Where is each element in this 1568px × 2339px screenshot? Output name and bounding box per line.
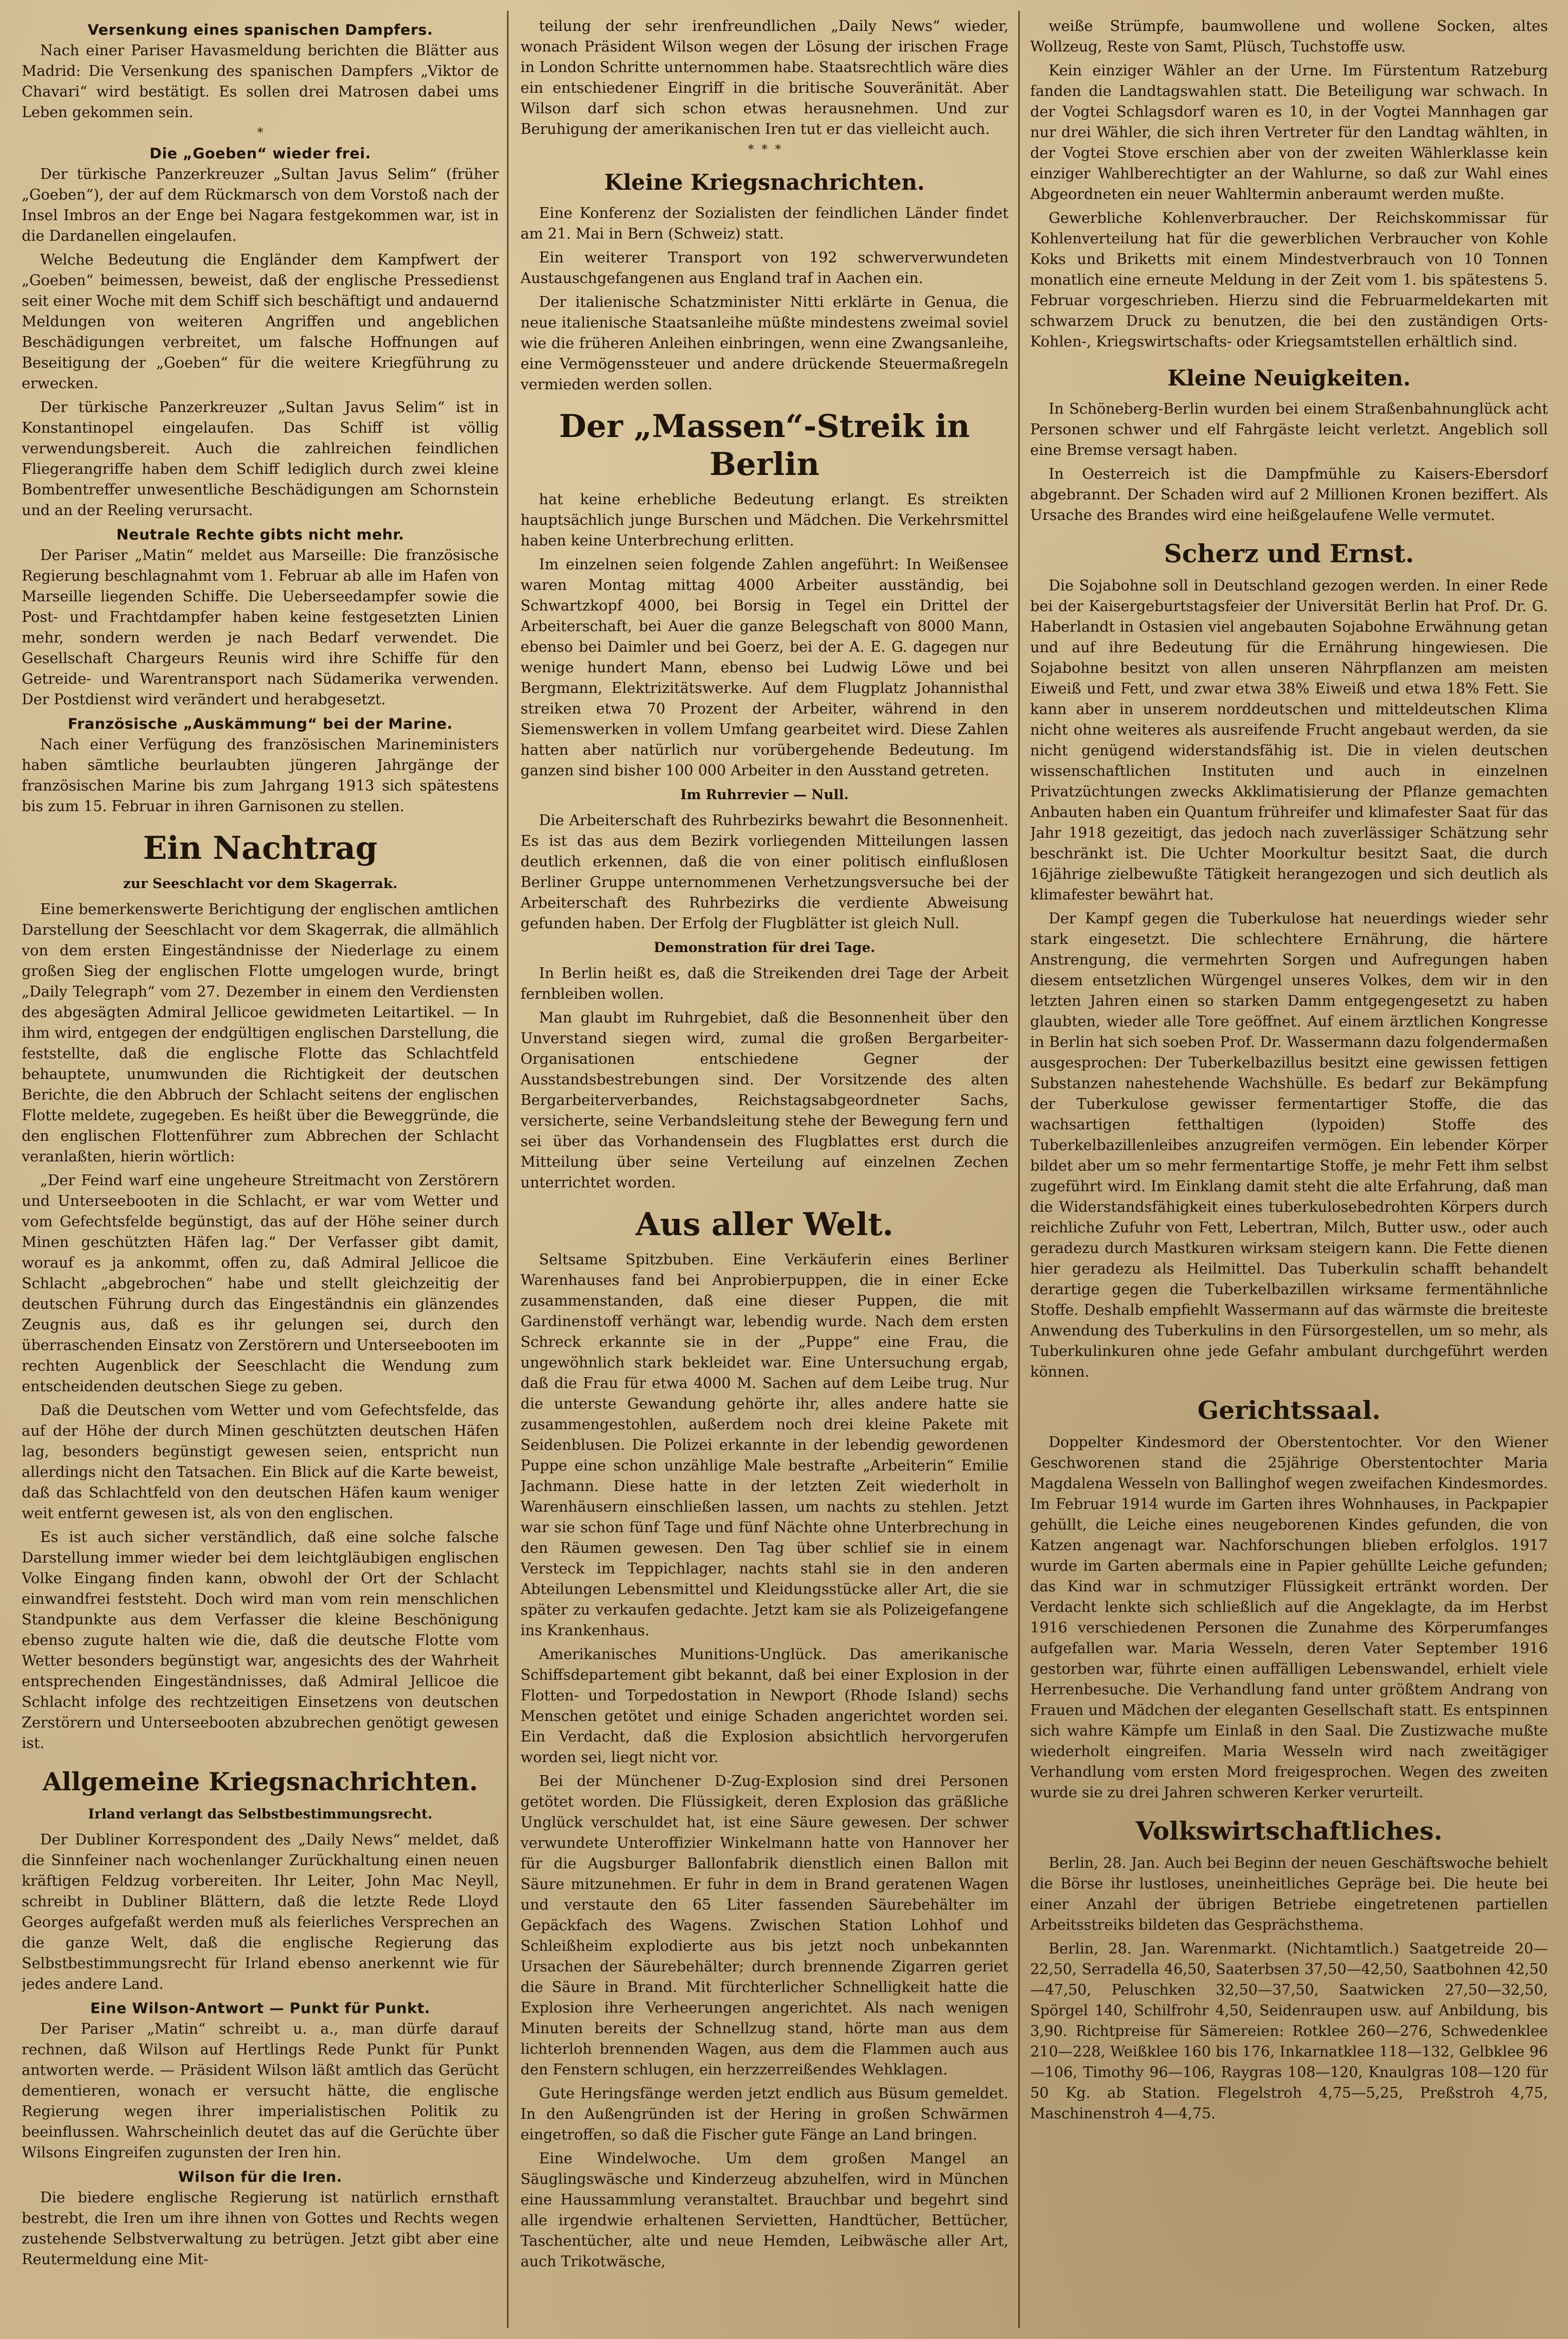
section-title: Aus aller Welt.	[635, 1206, 894, 1243]
subtitle: Im Ruhrrevier — Null.	[680, 787, 849, 802]
paragraph: Kein einziger Wähler an der Urne. Im Fürstentum Ratzeburg fanden die Landtagswahlen statt. Die Beteiligung war schwach. In der Vogtei Schlagsdorf waren es 10, in der Vogtei Mannhagen gar nur drei Wähler, die sich ihren Vertreter für den Landtag wählten, in der Vogtei Stove erschien aber von der zweiten Wählerklasse kein einziger Wahlberechtigter an der Wahlurne, so daß zur Wahl eines Abgeordneten ein neuer Wahltermin anberaumt werden mußte.	[1030, 62, 1548, 203]
column-3	[1030, 16, 1548, 2328]
paragraph: Eine Windelwoche. Um dem großen Mangel an Säuglingswäsche und Kinderzeug abzuhelfen, wird in München eine Haussammlung veranstaltet. Brauchbar und begehrt sind alle irgendwie erhaltenen Servietten, Handtücher, Bettücher, Taschentücher, alte und neue Hemden, Leibwäsche aller Art, auch Trikotwäsche,	[520, 2150, 1008, 2270]
subtitle: Demonstration für drei Tage.	[653, 940, 876, 955]
paragraph: Bei der Münchener D-Zug-Explosion sind drei Personen getötet worden. Die Flüssigkeit, deren Explosion das gräßliche Unglück verschuldet hat, ist eine Säure gewesen. Der schwer verwundete Unteroffizier Winkelmann hatte von Hannover her für die Augsburger Ballonfabrik dienstlich einen Ballon mit Säure mitzunehmen. Er fuhr in dem in Brand geratenen Wagen und verstaute den 65 Liter fassenden Säurebehälter im Gepäckfach des Wagens. Zwischen Station Lohhof und Schleißheim explodierte aus bis jetzt noch unbekannten Ursachen der Säurebehälter; durch brennende Zigarren geriet die Säure in Brand. Mit fürchterlicher Schnelligkeit hatte die Explosion ihre Verheerungen angerichtet. Als nach wenigen Minuten bereits der Schnellzug stand, hörte man aus dem lichterloh brennenden Wagen, aus dem die Flammen auch aus den Fenstern schlugen, ein herzzerreißendes Wehklagen.	[520, 1773, 1008, 2078]
paragraph: Welche Bedeutung die Engländer dem Kampfwert der „Goeben“ beimessen, beweist, daß der englische Pressedienst seit einer Woche mit dem Schiff sich beschäftigt und andauernd Meldungen von weiteren Angriffen und angeblichen Beschädigungen verbreitet, um falsche Hoffnungen auf Beseitigung der „Goeben“ für die weitere Kriegführung zu erwecken.	[22, 252, 499, 392]
paragraph: Der türkische Panzerkreuzer „Sultan Javus Selim“ (früher „Goeben“), der auf dem Rückmarsch von dem Vorstoß nach der Insel Imbros an der Enge bei Nagara festgekommen war, ist in die Dardanellen eingelaufen.	[22, 166, 499, 245]
section-title: Allgemeine Kriegsnachrichten.	[42, 1767, 478, 1796]
column-rule	[1018, 11, 1020, 2328]
subtitle: zur Seeschlacht vor dem Skagerrak.	[123, 876, 398, 891]
headline: Versenkung eines spanischen Dampfers.	[87, 22, 433, 38]
paragraph: Die Arbeiterschaft des Ruhrbezirks bewahrt die Besonnenheit. Es ist das aus dem Bezirk vorliegenden Mitteilungen lassen deutlich erkennen, daß die von einer politisch einflußlosen Berliner Gruppe unternommenen Verhetzungsversuche bei der Arbeiterschaft des Ruhrbezirks die verdiente Abweisung gefunden haben. Der Erfolg der Flugblätter ist gleich Null.	[520, 812, 1008, 932]
subtitle: Irland verlangt das Selbstbestimmungsrecht.	[88, 1806, 433, 1822]
paragraph: In Berlin heißt es, daß die Streikenden drei Tage der Arbeit fernbleiben wollen.	[520, 965, 1008, 1003]
paragraph: Die biedere englische Regierung ist natürlich ernsthaft bestrebt, die Iren um ihre ihnen von Gottes und Rechts wegen zustehende Selbstverwaltung zu betrügen. Jetzt gibt aber eine Reutermeldung eine Mit-	[22, 2189, 499, 2268]
separator: *	[257, 126, 264, 140]
section-title: Gerichtssaal.	[1197, 1396, 1381, 1425]
section-title: Scherz und Ernst.	[1164, 539, 1415, 568]
section-title: Kleine Neuigkeiten.	[1167, 365, 1411, 391]
paragraph: Die Sojabohne soll in Deutschland gezogen werden. In einer Rede bei der Kaisergeburtstagsfeier der Universität Berlin hat Prof. Dr. G. Haberlandt in Ostasien viel angebauten Sojabohne Erwähnung getan und auf ihre Bedeutung für die Ernährung hingewiesen. Die Sojabohne besitzt von allen unseren Nährpflanzen am meisten Eiweiß und Fett, und zwar etwa 38% Eiweiß und etwa 18% Fett. Sie kann aber in unserem norddeutschen und mitteldeutschen Klima nicht ohne weiteres als ausreifende Frucht angebaut werden, da sie nicht genügend widerstandsfähig ist. Die in vielen deutschen wissenschaftlichen Instituten und auch in einzelnen Privatzüchtungen zwecks Akklimatisierung der Pflanze gemachten Anbauten haben ein Quantum frühreifer und klimafester Saat für das Jahr 1918 gezeitigt, das jedoch nach zuverlässiger Schätzung sehr beschränkt ist. Die Uchter Moorkultur besitzt Saat, die durch 16jährige zielbewußte Tätigkeit herangezogen und sich deutlich als klimafester bewährt hat.	[1030, 577, 1548, 903]
paragraph: Der Kampf gegen die Tuberkulose hat neuerdings wieder sehr stark eingesetzt. Die schlechtere Ernährung, die härtere Anstrengung, die vermehrten Sorgen und Aufregungen haben diesem entsetzlichen Würgengel unseres Volkes, dem wir in den letzten Jahren einen so starken Damm entgegengesetzt zu haben glaubten, wieder alle Tore geöffnet. Auf einem ärztlichen Kongresse in Berlin hat sich soeben Prof. Dr. Wassermann dazu folgendermaßen ausgesprochen: Der Tuberkelbazillus besitzt eine gewissen fettigen Substanzen nahestehende Wachshülle. Es bedarf zur Bekämpfung der Tuberkulose gewisser fermentartiger Stoffe, die das wachsartigen fetthaltigen (lypoiden) Stoffe des Tuberkelbazillenleibes anzugreifen vermögen. Ein lebender Körper bildet aber um so mehr fermentartige Stoffe, je mehr Fett ihm selbst zugeführt wird. Im Einklang damit steht die alte Erfahrung, daß man die Widerstandsfähigkeit eines tuberkulosebedrohten Körpers durch reichliche Zufuhr von Fett, Lebertran, Milch, Butter usw., oder auch geradezu durch Mastkuren wirksam steigern kann. Die Fette dienen hier geradezu als Heilmittel. Das Tuberkulin schafft behandelt derartige gegen die Tuberkelbazillen wirksame fermentähnliche Stoffe. Deshalb empfiehlt Wassermann auf das wärmste die breiteste Anwendung des Tuberkulins in den Fürsorgestellen, um so mehr, als Tuberkulinkuren ohne jede Gefahr ambulant durchgeführt werden können.	[1030, 910, 1548, 1380]
paragraph: Berlin, 28. Jan. Auch bei Beginn der neuen Geschäftswoche behielt die Börse ihr lustloses, uneinheitliches Gepräge bei. Die heute bei einer Anzahl der übrigen Betriebe eingetretenen partiellen Arbeitsstreiks bildeten das Gesprächsthema.	[1030, 1855, 1548, 1933]
paragraph: Gute Heringsfänge werden jetzt endlich aus Büsum gemeldet. In den Außengründen ist der Hering in großen Schwärmen eingetroffen, so daß die Fischer gute Fänge an Land bringen.	[520, 2085, 1008, 2143]
paragraph: Daß die Deutschen vom Wetter und vom Gefechtsfelde, das auf der Höhe der durch Minen geschützten deutschen Häfen lag, besonders begünstigt gewesen seien, entspricht nun allerdings nicht den Tatsachen. Ein Blick auf die Karte beweist, daß das Schlachtfeld von den deutschen Häfen kaum weniger weit entfernt gewesen ist, als von den englischen.	[22, 1402, 499, 1522]
paragraph: Berlin, 28. Jan. Warenmarkt. (Nichtamtlich.) Saatgetreide 20—22,50, Serradella 46,50, Saaterbsen 37,50—42,50, Saatbohnen 42,50—47,50, Peluschken 32,50—37,50, Saatwicken 27,50—32,50, Spörgel 140, Schilfrohr 4,50, Seidenraupen usw. auf Anbildung, bis 3,90. Richtpreise für Sämereien: Rotklee 260—276, Schwedenklee 210—228, Weißklee 160 bis 176, Inkarnatklee 118—132, Gelbklee 96—106, Timothy 96—106, Raygras 108—120, Knaulgras 108—120 für 50 Kg. ab Station. Flegelstroh 4,75—5,25, Preßstroh 4,75, Maschinenstroh 4—4,75.	[1030, 1940, 1548, 2122]
paragraph: Amerikanisches Munitions-Unglück. Das amerikanische Schiffsdepartement gibt bekannt, daß bei einer Explosion in der Flotten- und Torpedostation in Newport (Rhode Island) sechs Menschen getötet und einige Schaden angerichtet worden sei. Ein Verdacht, daß die Explosion absichtlich hervorgerufen worden sei, liegt nicht vor.	[520, 1646, 1008, 1766]
section-title: Ein Nachtrag	[143, 830, 378, 866]
paragraph: Eine Konferenz der Sozialisten der feindlichen Länder findet am 21. Mai in Bern (Schweiz) statt.	[520, 205, 1008, 242]
paragraph: Der Pariser „Matin“ meldet aus Marseille: Die französische Regierung beschlagnahmt vom 1. Februar ab alle im Hafen von Marseille liegenden Schiffe. Die Ueberseedampfer sowie die Post- und Frachtdampfer haben keine festgesetzten Linien mehr, sondern werden je nach Bedarf verwendet. Die Gesellschaft Chargeurs Reunis wird ihre Schiffe für den Getreide- und Warentransport nach Südamerika verwenden. Der Postdienst wird verändert und herabgesetzt.	[22, 547, 499, 708]
separator: * * *	[748, 143, 781, 157]
column-2	[520, 16, 1008, 2328]
paragraph: Doppelter Kindesmord der Oberstentochter. Vor den Wiener Geschworenen stand die 25jährige Oberstentochter Maria Magdalena Wesseln von Ballinghof wegen zweifachen Kindesmordes. Im Februar 1914 wurde im Garten ihres Wohnhauses, in Packpapier gehüllt, die Leiche eines neugeborenen Kindes gefunden, die von Katzen angenagt war. Nachforschungen blieben erfolglos. 1917 wurde im Garten abermals eine in Papier gehüllte Leiche gefunden; das Kind war in schmutziger Flüssigkeit ertränkt worden. Der Verdacht lenkte sich schließlich auf die Angeklagte, da im Herbst 1916 verschiedenen Personen die Zunahme des Körperumfanges aufgefallen war. Maria Wesseln, deren Vater September 1916 gestorben war, führte einen auffälligen Lebenswandel, erhielt viele Herrenbesuche. Die Verhandlung fand unter größtem Andrang von Frauen und Mädchen der eleganten Gesellschaft statt. Es entspinnen sich wahre Kämpfe um Einlaß in den Saal. Die Zustizwache mußte wiederholt eingreifen. Maria Wesseln wird nach zweitägiger Verhandlung vom ersten Mord freigesprochen. Wegen des zweiten wurde sie zu drei Jahren schweren Kerker verurteilt.	[1030, 1434, 1548, 1801]
paragraph: Ein weiterer Transport von 192 schwerverwundeten Austauschgefangenen aus England traf in Aachen ein.	[520, 249, 1008, 287]
section-title: Kleine Kriegsnachrichten.	[604, 170, 925, 195]
paragraph: Im einzelnen seien folgende Zahlen angeführt: In Weißensee waren Montag mittag 4000 Arbeiter ausständig, bei Schwartzkopf 4000, bei Borsig in Tegel ein Drittel der Arbeiterschaft, bei Auer die ganze Belegschaft von 8000 Mann, ebenso bei Daimler und bei Goerz, bei der A. E. G. dagegen nur wenige hundert Mann, ebenso bei Ludwig Löwe und bei Bergmann, Elektrizitätswerke. Auf dem Flugplatz Johannisthal streiken etwa 70 Prozent der Arbeiter, während in den Siemenswerken in vollem Umfang gearbeitet wird. Diese Zahlen hatten aber natürlich nur vorübergehende Bedeutung. Im ganzen sind bisher 100 000 Arbeiter in den Ausstand getreten.	[520, 556, 1008, 779]
column-rule	[507, 11, 509, 2328]
paragraph: Der türkische Panzerkreuzer „Sultan Javus Selim“ ist in Konstantinopel eingelaufen. Das Schiff ist völlig verwendungsbereit. Auch die zahlreichen feindlichen Fliegerangriffe haben dem Schiff lediglich durch zwei kleine Bombentreffer unwesentliche Beschädigungen am Schornstein und an der Reeling verursacht.	[22, 399, 499, 519]
section-title: Volkswirtschaftliches.	[1135, 1816, 1443, 1846]
headline: Französische „Auskämmung“ bei der Marine.	[68, 716, 453, 732]
column-1	[22, 16, 499, 2328]
headline: Eine Wilson-Antwort — Punkt für Punkt.	[90, 2000, 430, 2017]
paragraph: Es ist auch sicher verständlich, daß eine solche falsche Darstellung immer wieder bei dem leichtgläubigen englischen Volke Eingang finden kann, obwohl der Ort der Schlacht einwandfrei feststeht. Doch wird man vom rein menschlichen Standpunkte aus dem Verfasser die kleine Beschönigung ebenso zugute halten wie die, daß die deutsche Flotte vom Wetter besonders begünstigt war, angesichts des der Wahrheit entsprechenden Eingeständnisses, daß Admiral Jellicoe die Schlacht infolge des rechtzeitigen Einsetzens von deutschen Zerstörern und Unterseebooten abzubrechen genötigt gewesen ist.	[22, 1529, 499, 1752]
headline: Die „Goeben“ wieder frei.	[149, 145, 371, 162]
paragraph: Seltsame Spitzbuben. Eine Verkäuferin eines Berliner Warenhauses fand bei Anprobierpuppen, die in einer Ecke zusammenstanden, daß eine dieser Puppen, die mit Gardinenstoff verhängt war, lebendig wurde. Nach dem ersten Schreck erkannte sie in der „Puppe“ eine Frau, die ungewöhnlich stark bekleidet war. Eine Untersuchung ergab, daß die Frau für etwa 4000 M. Sachen auf dem Leibe trug. Nur die unterste Gewandung gehörte ihr, alles andere hatte sie zusammengestohlen, außerdem noch drei kleine Pakete mit Seidenblusen. Die Polizei erkannte in der lebendig gewordenen Puppe eine schon unzählige Male bestrafte „Arbeiterin“ Emilie Jachmann. Diese hatte in der letzten Zeit wiederholt in Warenhäusern einschließen lassen, um nachts zu stehlen. Jetzt war sie schon fünf Tage und fünf Nächte ohne Unterbrechung in den Räumen gewesen. Den Tag über schlief sie in einem Versteck im Teppichlager, nachts stahl sie in den anderen Abteilungen Lebensmittel und Kleidungsstücke aller Art, die sie später zu verkaufen gedachte. Jetzt kam sie als Polizeigefangene ins Krankenhaus.	[520, 1251, 1008, 1639]
paragraph: hat keine erhebliche Bedeutung erlangt. Es streikten hauptsächlich junge Burschen und Mädchen. Die Verkehrsmittel haben keine Unterbrechung erlitten.	[520, 491, 1008, 549]
paragraph: In Schöneberg-Berlin wurden bei einem Straßenbahnunglück acht Personen schwer und elf Fahrgäste leicht verletzt. Angeblich soll eine Bremse versagt haben.	[1030, 401, 1548, 459]
headline: Neutrale Rechte gibts nicht mehr.	[116, 526, 404, 543]
paragraph: Nach einer Pariser Havasmeldung berichten die Blätter aus Madrid: Die Versenkung des spanischen Dampfers „Viktor de Chavari“ wird bestätigt. Es sollen drei Matrosen dabei ums Leben gekommen sein.	[22, 42, 499, 121]
paragraph: Der Pariser „Matin“ schreibt u. a., man dürfe darauf rechnen, daß Wilson auf Hertlings Rede Punkt für Punkt antworten werde. — Präsident Wilson läßt amtlich das Gerücht dementieren, wonach er versucht hätte, die englische Regierung wegen ihrer imperialistischen Politik zu beeinflussen. Wahrscheinlich deutet das auf die Gerüchte über Wilsons Eingreifen zugunsten der Iren hin.	[22, 2021, 499, 2161]
paragraph: „Der Feind warf eine ungeheure Streitmacht von Zerstörern und Unterseebooten in die Schlacht, er war vom Wetter und vom Gefechtsfelde begünstigt, das auf der Höhe seiner durch Minen geschützten Häfen lag.“ Der Verfasser gibt damit, worauf es ja ankommt, offen zu, daß Admiral Jellicoe die Schlacht „abgebrochen“ habe und stellt gleichzeitig der deutschen Führung durch das Eingeständnis ein glänzendes Zeugnis aus, daß es ihr gelungen sei, durch den überraschenden Einsatz von Zerstörern und Unterseebooten im rechten Augenblick der Seeschlacht die Wendung zum entscheidenden deutschen Siege zu geben.	[22, 1172, 499, 1395]
paragraph: teilung der sehr irenfreundlichen „Daily News“ wieder, wonach Präsident Wilson wegen der Lösung der irischen Frage in London Schritte unternommen habe. Staatsrechtlich wäre dies ein entschiedener Eingriff in die britische Souveränität. Aber Wilson darf sich schon etwas herausnehmen. Und zur Beruhigung der amerikanischen Iren tut er das vielleicht auch.	[520, 18, 1008, 138]
paragraph: Nach einer Verfügung des französischen Marineministers haben sämtliche beurlaubten jüngeren Jahrgänge der französischen Marine bis zum Jahrgang 1913 sich spätestens bis zum 15. Februar in ihren Garnisonen zu stellen.	[22, 736, 499, 815]
paragraph: Der italienische Schatzminister Nitti erklärte in Genua, die neue italienische Staatsanleihe müßte mindestens zweimal soviel wie die früheren Anleihen einbringen, wenn eine Zwangsanleihe, eine Vermögenssteuer und andere drückende Steuermaßregeln vermieden werden sollen.	[520, 294, 1008, 393]
paragraph: weiße Strümpfe, baumwollene und wollene Socken, altes Wollzeug, Reste von Samt, Plüsch, Tuchstoffe usw.	[1030, 18, 1548, 55]
headline: Wilson für die Iren.	[178, 2169, 343, 2186]
section-title: Der „Massen“-Streik in Berlin	[559, 408, 970, 483]
paragraph: Der Dubliner Korrespondent des „Daily News“ meldet, daß die Sinnfeiner nach wochenlanger Zurückhaltung einen neuen kräftigen Feldzug vorbereiten. Ihr Leiter, John Mac Neyll, schreibt in Dubliner Blättern, daß die letzte Rede Lloyd Georges aufgefaßt werden muß als feierliches Versprechen an die ganze Welt, daß die englische Regierung das Selbstbestimmungsrecht für Irland ebenso anerkennt wie für jedes andere Land.	[22, 1832, 499, 1993]
paragraph: In Oesterreich ist die Dampfmühle zu Kaisers-Ebersdorf abgebrannt. Der Schaden wird auf 2 Millionen Kronen beziffert. Als Ursache des Brandes wird eine heißgelaufene Welle vermutet.	[1030, 466, 1548, 524]
paragraph: Gewerbliche Kohlenverbraucher. Der Reichskommissar für Kohlenverteilung hat für die gewerblichen Verbraucher von Kohle Koks und Briketts mit einem Mindestverbrauch von 10 Tonnen monatlich eine erneute Meldung in der Zeit vom 1. bis spätestens 5. Februar vorgeschrieben. Hierzu sind die Februarmeldekarten mit schwarzem Druck zu benutzen, die bei den zuständigen Orts-Kohlen-, Kriegswirtschafts- oder Kriegsamtstellen erhältlich sind.	[1030, 210, 1548, 350]
paragraph: Man glaubt im Ruhrgebiet, daß die Besonnenheit über den Unverstand siegen wird, zumal die großen Bergarbeiter-Organisationen entschiedene Gegner der Ausstandsbestrebungen sind. Der Vorsitzende des alten Bergarbeiterverbandes, Reichstagsabgeordneter Sachs, versicherte, seine Verbandsleitung stehe der Bewegung fern und sei über das Vorhandensein des Flugblattes erst durch die Mitteilung über seine Verteilung auf einzelnen Zechen unterrichtet worden.	[520, 1010, 1008, 1191]
paragraph: Eine bemerkenswerte Berichtigung der englischen amtlichen Darstellung der Seeschlacht vor dem Skagerrak, die allmählich von dem ersten Eingeständnisse der Niederlage zu einem großen Sieg der englischen Flotte umgelogen wurde, bringt „Daily Telegraph“ vom 27. Dezember in einem den Verdiensten des abgesägten Admiral Jellicoe gewidmeten Leitartikel. — In ihm wird, entgegen der endgültigen englischen Darstellung, die feststellte, daß die englische Flotte das Schlachtfeld behauptete, unumwunden die Richtigkeit der deutschen Berichte, die den Abbruch der Schlacht seitens der englischen Flotte meldete, zugegeben. Es heißt über die Beweggründe, die den englischen Flottenführer zum Abbrechen der Schlacht veranlaßten, hierin wörtlich:	[22, 901, 499, 1165]
